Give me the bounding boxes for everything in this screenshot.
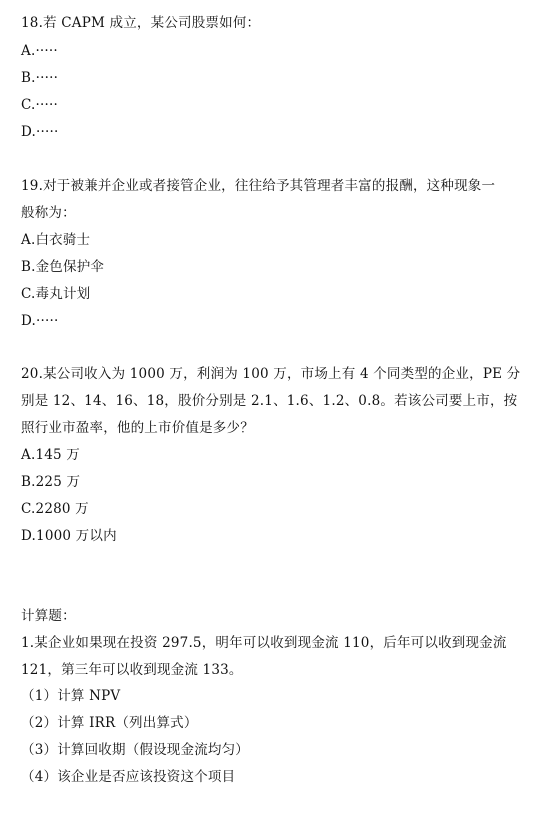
q18-stem: 18.若 CAPM 成立，某公司股票如何： xyxy=(21,15,261,31)
q20-stem-line1: 20.某公司收入为 1000 万，利润为 100 万，市场上有 4 个同类型的企业，PE 分 xyxy=(21,366,521,382)
q18-option-b: B.····· xyxy=(21,70,59,86)
q19-stem-line1: 19.对于被兼并企业或者接管企业，往往给予其管理者丰富的报酬，这种现象一 xyxy=(21,178,496,194)
q20-stem-line2: 别是 12、14、16、18，股价分别是 2.1、1.6、1.2、0.8。若该公司要上市，按 xyxy=(21,393,518,409)
q20-option-d: D.1000 万以内 xyxy=(21,528,117,544)
q19-option-a: A.白衣骑士 xyxy=(21,232,91,248)
q20-option-a: A.145 万 xyxy=(21,447,80,463)
calc-sub-2: （2）计算 IRR（列出算式） xyxy=(21,715,198,731)
q18-option-c: C.····· xyxy=(21,97,58,113)
calc-q1-line2: 121，第三年可以收到现金流 133。 xyxy=(21,662,243,678)
q19-option-b: B.金色保护伞 xyxy=(21,259,105,275)
q19-stem-line2: 般称为： xyxy=(21,205,76,221)
calc-q1-line1: 1.某企业如果现在投资 297.5，明年可以收到现金流 110，后年可以收到现金流 xyxy=(21,635,507,651)
q18-option-a: A.····· xyxy=(21,43,58,59)
q19-option-c: C.毒丸计划 xyxy=(21,286,91,302)
q18-option-d: D.····· xyxy=(21,124,59,140)
q20-option-b: B.225 万 xyxy=(21,474,81,490)
calc-sub-3: （3）计算回收期（假设现金流均匀） xyxy=(21,742,249,758)
q19-option-d: D.····· xyxy=(21,313,59,329)
q20-stem-line3: 照行业市盈率，他的上市价值是多少？ xyxy=(21,420,254,436)
calc-sub-4: （4）该企业是否应该投资这个项目 xyxy=(21,769,236,785)
calc-sub-1: （1）计算 NPV xyxy=(21,688,121,704)
calc-heading: 计算题： xyxy=(21,608,76,624)
q20-option-c: C.2280 万 xyxy=(21,501,89,517)
